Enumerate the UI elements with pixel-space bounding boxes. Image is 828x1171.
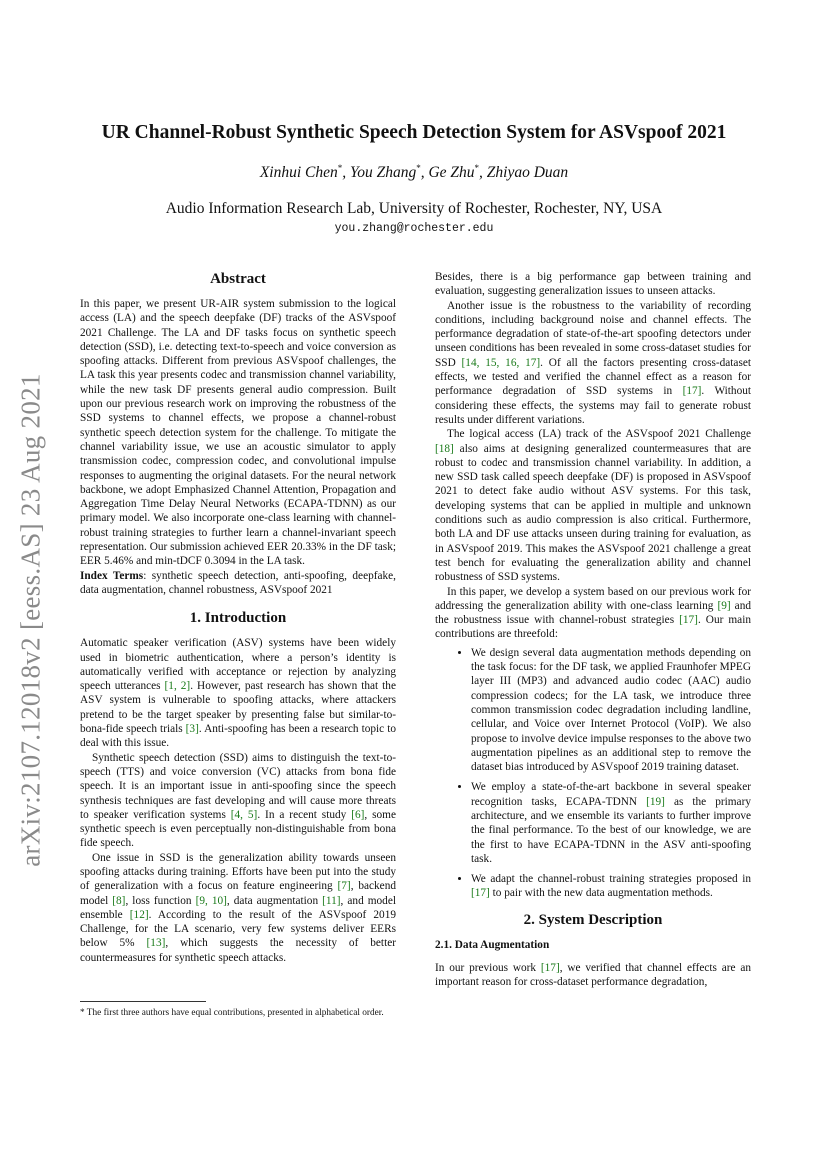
author-name: Zhiyao Duan	[486, 164, 569, 182]
citation-link[interactable]: [18]	[435, 442, 454, 455]
contribution-item	[471, 780, 751, 866]
intro-paragraph	[80, 851, 396, 965]
text-run: In this paper, we develop a system based on our previous work for addressing the generalization ability with one-class learning	[435, 585, 751, 612]
abstract-heading: Abstract	[210, 271, 266, 287]
text-run: . However, past research has shown that the ASV system is vulnerable to spoofing attacks, where attackers pretend to be the target speaker by presenting false but similar-to-bona-fide speech trials	[80, 680, 396, 736]
citation-link[interactable]: [9]	[717, 599, 731, 612]
text-run: We employ a state-of-the-art backbone in several speaker recognition tasks, ECAPA-TDNN	[471, 781, 751, 808]
right-column	[435, 270, 751, 990]
text-run: . In a recent study	[257, 808, 352, 821]
text-run: and the robustness issue with channel-robust strategies	[435, 599, 751, 627]
text-run: We design several data augmentation methods depending on the task focus: for the DF task, we applied Fraunhofer MPEG layer III (MP3) and advanced audio codec (AAC) audio compression codecs; for the LA task, we introduce three common transmission codec degradation including landline, cellular, and Voice over Internet Protocol (VoIP). We also propose to involve device impulse responses to the above two augmentation pipelines as an additional step to remove the dataset bias introduced by ASVspoof 2019 training dataset.	[471, 646, 751, 774]
system-description-heading: 2. System Description	[523, 911, 663, 928]
citation-link[interactable]: [4, 5]	[230, 808, 258, 821]
abstract-text: In this paper, we present UR-AIR system submission to the logical access (LA) and the speech deepfake (DF) tracks of the ASVspoof 2021 Challenge. The LA and DF tasks focus on synthetic speech detection (SSD), i.e. detecting text-to-speech and voice conversion as spoofing attacks. Different from previous ASVspoof challenges, the LA task this year presents codec and transmission channel variability, while the new task DF presents general audio compression. Built upon our previous research work on improving the robustness of the SSD systems to channel effects, we propose a channel-robust synthetic speech detection system for the challenge. To mitigate the channel variability issue, we use an acoustic simulator to apply transmission codec, compression codec, and convolutional impulse responses to augmenting the original datasets. For the neural network backbone, we adopt Emphasized Channel Attention, Propagation and Aggregation Time Delay Neural Networks (ECAPA-TDNN) as our primary model. We also incorporate one-class learning with channel-robust training strategies to further learn a channel-invariant speech representation. Our submission achieved EER 20.33% in the DF task; EER 5.46% and min-tDCF 0.3094 in the LA task.	[80, 298, 396, 568]
text-run: as the primary architecture, and we ensemble its variants to further improve the final performance. To the best of our knowledge, we are the first to have ECAPA-TDNN in the ASV anti-spoofing task.	[471, 795, 751, 865]
arxiv-identifier: arXiv:2107.12018v2 [eess.AS] 23 Aug 2021	[15, 373, 46, 867]
citation-link[interactable]: [14, 15, 16, 17]	[461, 356, 541, 369]
text-run: Another issue is the robustness to the variability of recording conditions, including background noise and channel effects. The performance degradation of state-of-the-art spoofing detectors under unseen conditions has been revealed in some cross-dataset studies for SSD	[435, 299, 751, 369]
contribution-item	[471, 872, 751, 901]
text-run: also aims at designing generalized countermeasures that are robust to codec and transmission channel variability. In addition, a new SSD task called speech deepfake (DF) is proposed in ASVspoof 2021 to detect fake audio without ASV systems. For this task, developing systems that can be applied in multiple and unknown conditions such as audio compression is also critical. Furthermore, both LA and DF use attacks unseen during training for evaluation, as in ASVspoof 2019. This makes the ASVspoof 2021 challenge a great test bench for evaluating the generalization ability and channel robustness of SSD systems.	[435, 442, 751, 584]
text-run: One issue in SSD is the generalization ability towards unseen spoofing attacks during training. Efforts have been put into the study of generalization with a focus on feature engineering	[80, 851, 396, 893]
left-column	[80, 270, 396, 965]
author-name: Ge Zhu	[428, 164, 475, 182]
citation-link[interactable]: [12]	[129, 908, 149, 921]
citation-link[interactable]: [6]	[351, 808, 365, 821]
citation-link[interactable]: [19]	[646, 795, 665, 808]
data-augmentation-subheading: 2.1. Data Augmentation	[435, 938, 550, 951]
text-run: . Of all the factors presenting cross-dataset effects, we tested and verified the channel effect as a reason for performance degradation of SSD systems in	[435, 356, 751, 398]
text-run: , we verified that channel effects are an important reason for cross-dataset performance degradation,	[435, 962, 752, 989]
text-run: . Anti-spoofing has been a research topic to deal with this issue.	[80, 723, 396, 750]
text-run: , which suggests the necessity of better countermeasures for synthetic speech attacks.	[80, 937, 396, 964]
footnote-text: * The first three authors have equal contributions, presented in alphabetical order.	[80, 1008, 384, 1018]
author-list: Xinhui Chen*, You Zhang*, Ge Zhu*, Zhiyao Duan	[259, 163, 569, 182]
citation-link[interactable]: [8]	[112, 894, 126, 907]
text-run: . Without considering these effects, the systems may fail to generate robust results under different variations.	[435, 385, 752, 426]
author-name: You Zhang	[350, 164, 417, 182]
affiliation: Audio Information Research Lab, University of Rochester, Rochester, NY, USA	[165, 200, 663, 217]
citation-link[interactable]: [11]	[322, 894, 341, 907]
contributions-list	[435, 646, 751, 901]
body-paragraph: Besides, there is a big performance gap between training and evaluation, suggesting generalization issues to unseen attacks.	[435, 271, 751, 298]
body-paragraph	[435, 427, 751, 584]
text-run: The logical access (LA) track of the ASVspoof 2021 Challenge	[447, 428, 751, 441]
text-run: We adapt the channel-robust training strategies proposed in	[471, 873, 751, 886]
text-run: to pair with the new data augmentation methods.	[489, 887, 713, 900]
citation-link[interactable]: [17]	[682, 385, 702, 398]
body-paragraph	[435, 585, 751, 642]
text-run: , data augmentation	[226, 894, 323, 907]
footnote	[80, 1001, 396, 1020]
text-run: . Our main contributions are threefold:	[435, 614, 751, 641]
citation-link[interactable]: [1, 2]	[164, 680, 191, 693]
index-terms-text: : synthetic speech detection, anti-spoofing, deepfake, data augmentation, channel robustness, ASVspoof 2021	[80, 569, 396, 596]
intro-paragraph	[80, 751, 396, 851]
text-run: . According to the result of the ASVspoof 2019 Challenge, for the LA scenario, very few systems deliver EERs below 5%	[80, 908, 396, 950]
introduction-heading: 1. Introduction	[189, 610, 287, 627]
body-paragraph	[435, 961, 751, 990]
index-terms	[80, 569, 396, 598]
author-mark: *	[416, 163, 421, 173]
text-run: Automatic speaker verification (ASV) systems have been widely used in biometric authentication, where a person’s identity is automatically verified with acceptance or rejection by analyzing speech utterances	[80, 637, 396, 693]
text-run: , loss function	[125, 894, 196, 907]
index-terms-label: Index Terms	[80, 569, 144, 582]
citation-link[interactable]: [17]	[471, 887, 490, 900]
text-run: , backend model	[80, 880, 396, 907]
arxiv-identifier-sidebar	[6, 350, 56, 890]
author-name: Xinhui Chen	[259, 164, 338, 182]
citation-link[interactable]: [17]	[679, 614, 698, 627]
text-run: , some synthetic speech is even perceptually non-distinguishable from bona fide speech.	[80, 808, 396, 850]
text-run: In our previous work	[435, 962, 541, 975]
author-mark: *	[337, 163, 343, 173]
text-run: Synthetic speech detection (SSD) aims to distinguish the text-to-speech (TTS) and voice conversion (VC) attacks from bona fide speech. It is an important issue in anti-spoofing since the speech synthesis techniques are fast developing and will cause more threats to speaker verification systems	[80, 751, 396, 821]
paper-title: UR Channel-Robust Synthetic Speech Detection System for ASVspoof 2021	[101, 122, 727, 143]
contribution-item	[471, 646, 751, 775]
text-run: , and model ensemble	[80, 894, 396, 921]
author-mark: *	[474, 163, 480, 173]
contact-email: you.zhang@rochester.edu	[334, 222, 494, 235]
citation-link[interactable]: [17]	[540, 962, 560, 975]
body-paragraph	[435, 299, 751, 428]
footnote-rule	[80, 1001, 206, 1002]
citation-link[interactable]: [7]	[337, 880, 351, 893]
intro-paragraph	[80, 636, 396, 750]
citation-link[interactable]: [3]	[185, 723, 199, 736]
citation-link[interactable]: [13]	[146, 937, 166, 950]
citation-link[interactable]: [9, 10]	[195, 894, 227, 907]
